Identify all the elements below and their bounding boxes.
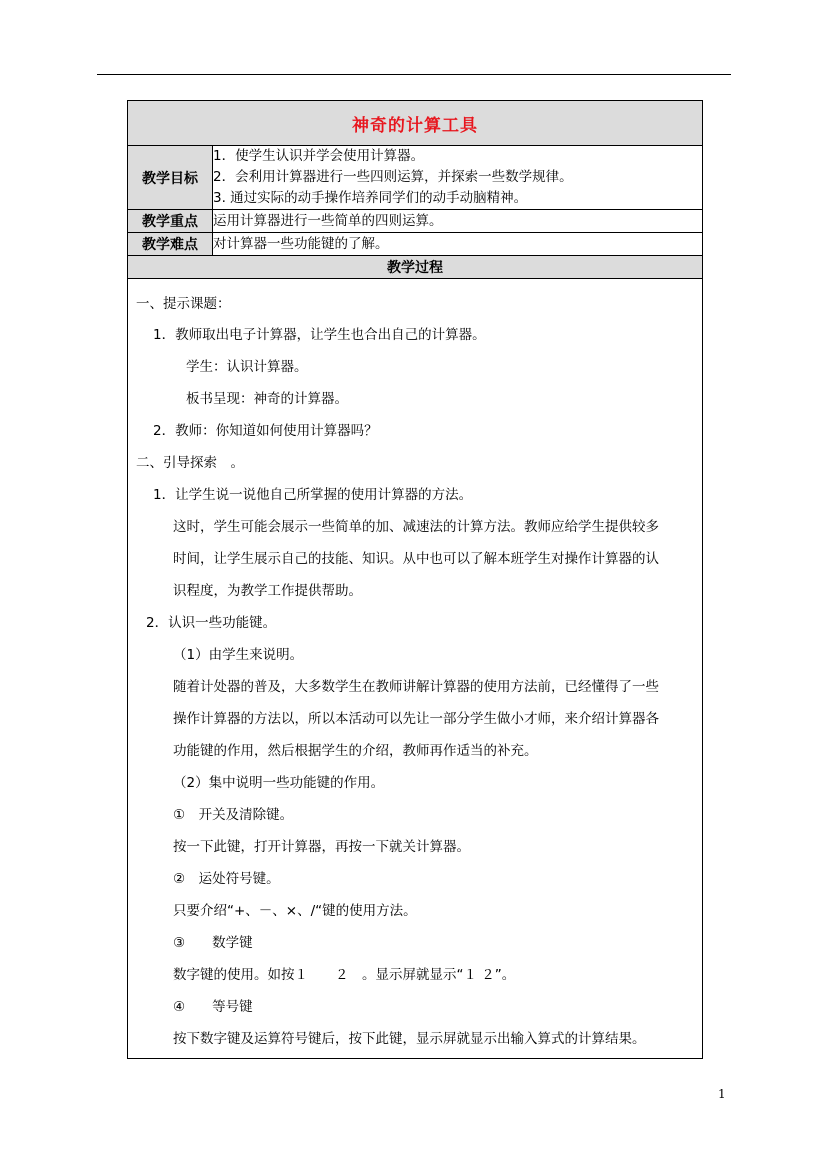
process-body-row <box>128 279 703 1059</box>
difficulty-row <box>128 233 703 256</box>
goal-item: 1．使学生认识并学会使用计算器。 <box>213 148 425 164</box>
step-line: 1．让学生说一说他自己所掌握的使用计算器的方法。 <box>153 487 473 503</box>
paragraph-line: 时间，让学生展示自己的技能、知识。从中也可以了解本班学生对操作计算器的认 <box>173 551 659 567</box>
paragraph-line: 操作计算器的方法以，所以本活动可以先让一部分学生做小才师，来介绍计算器各 <box>173 711 659 727</box>
difficulty-text: 对计算器一些功能键的了解。 <box>213 233 703 256</box>
section-heading: 一、提示课题： <box>136 296 231 312</box>
process-title: 教学过程 <box>128 256 703 279</box>
paragraph-line: 按下数字键及运算符号键后，按下此键，显示屏就显示出输入算式的计算结果。 <box>173 1031 646 1047</box>
key-item-line: ③ 数学键 <box>173 935 253 951</box>
goal-item: 2．会利用计算器进行一些四则运算，并探索一些数学规律。 <box>213 169 573 185</box>
paragraph-line: 功能键的作用，然后根据学生的介绍，教师再作适当的补充。 <box>173 743 538 759</box>
process-header-row <box>128 256 703 279</box>
sub-step-line: （2）集中说明一些功能键的作用。 <box>173 775 385 791</box>
paragraph-line: 随着计处器的普及，大多数学生在教师讲解计算器的使用方法前，已经懂得了一些 <box>173 679 659 695</box>
paragraph-line: 这时，学生可能会展示一些简单的加、减速法的计算方法。教师应给学生提供较多 <box>173 519 659 535</box>
key-point-row <box>128 210 703 233</box>
document-title: 神奇的计算工具 <box>128 101 703 146</box>
paragraph-line: 学生：认识计算器。 <box>186 359 308 375</box>
process-body <box>128 279 703 1059</box>
page-number: 1 <box>718 1087 726 1101</box>
step-line: 2．认识一些功能键。 <box>146 615 277 631</box>
paragraph-line: 板书呈现：神奇的计算器。 <box>186 391 348 407</box>
paragraph-line: 只要介绍“+、－、×、/“键的使用方法。 <box>173 903 417 919</box>
lesson-plan-table <box>127 100 703 1059</box>
key-point-label: 教学重点 <box>128 210 213 233</box>
key-item-line: ① 开关及清除键。 <box>173 807 294 823</box>
section-heading: 二、引导探索 。 <box>136 455 244 471</box>
title-row <box>128 101 703 146</box>
key-item-line: ④ 等号键 <box>173 999 253 1015</box>
goal-item: 3. 通过实际的动手操作培养同学们的动手动脑精神。 <box>213 190 528 206</box>
header-rule <box>97 74 731 75</box>
goals-content <box>213 146 703 210</box>
goals-label: 教学目标 <box>128 146 213 210</box>
sub-step-line: （1）由学生来说明。 <box>173 647 304 663</box>
key-item-line: ② 运处符号键。 <box>173 871 280 887</box>
key-point-text: 运用计算器进行一些简单的四则运算。 <box>213 210 703 233</box>
goals-row <box>128 146 703 210</box>
paragraph-line: 数字键的使用。如按１ ２ 。显示屏就显示“１ ２”。 <box>173 967 516 983</box>
difficulty-label: 教学难点 <box>128 233 213 256</box>
step-line: 2．教师：你知道如何使用计算器吗？ <box>153 423 378 439</box>
paragraph-line: 按一下此键，打开计算器，再按一下就关计算器。 <box>173 839 470 855</box>
step-line: 1．教师取出电子计算器，让学生也合出自己的计算器。 <box>153 327 486 343</box>
paragraph-line: 识程度，为教学工作提供帮助。 <box>173 583 362 599</box>
